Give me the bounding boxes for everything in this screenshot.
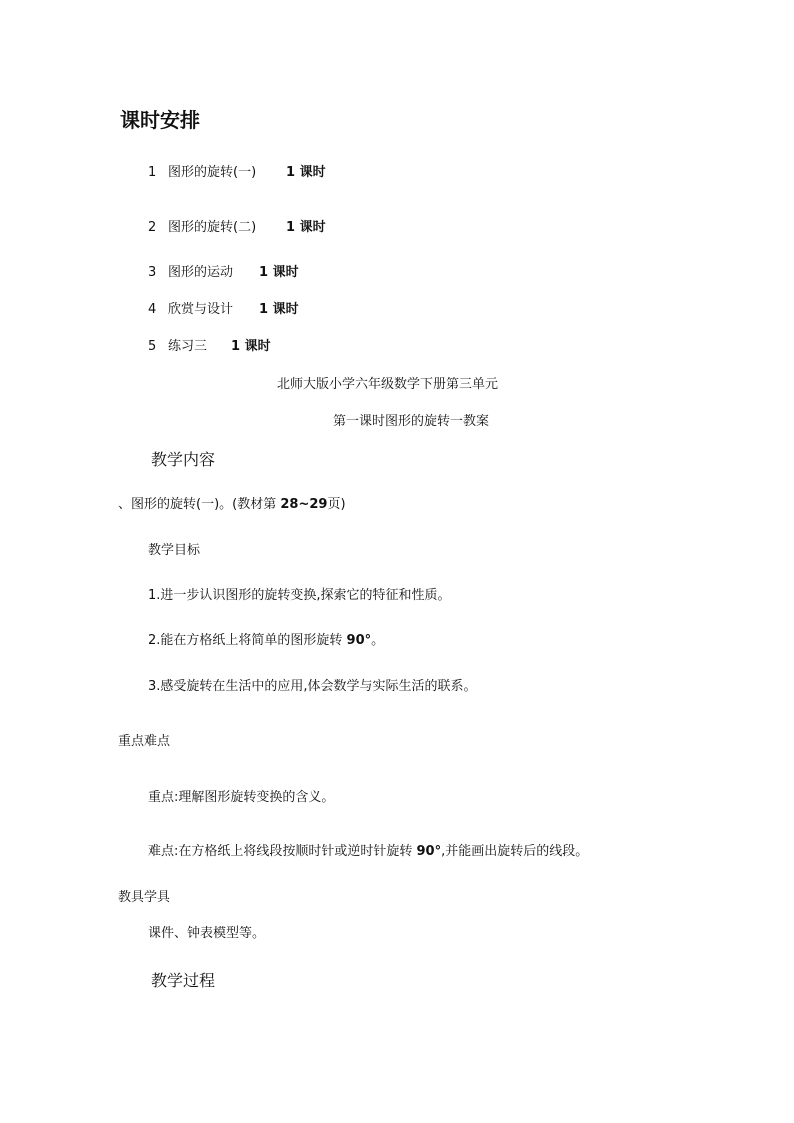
schedule-item-name: 练习三 [168,339,208,354]
objective-item-2-prefix: 2.能在方格纸上将简单的图形旋转 [148,633,347,648]
key-point: 重点:理解图形旋转变换的含义。 [148,790,335,805]
schedule-item-duration: 1 课时 [231,339,271,354]
schedule-item-number: 4 [148,302,157,317]
teaching-content-heading: 教学内容 [151,450,216,469]
schedule-item-number: 3 [148,265,157,280]
difficult-point-value: 90° [416,844,442,859]
key-points-heading: 重点难点 [118,734,171,749]
schedule-item-name: 图形的运动 [168,265,234,280]
schedule-item-duration: 1 课时 [286,165,326,180]
lesson-title: 第一课时图形的旋转一教案 [333,414,490,429]
teaching-content-text [118,496,346,514]
schedule-item-duration: 1 课时 [286,220,326,235]
difficult-point-prefix: 难点:在方格纸上将线段按顺时针或逆时针旋转 [148,844,417,859]
content-text-prefix: 、图形的旋转(一)。(教材第 [118,497,281,512]
schedule-item-3 [148,264,299,282]
schedule-item-1 [148,164,326,182]
objective-item-2-value: 90° [346,633,372,648]
content-text-pages: 28~29 [280,497,328,512]
schedule-item-name: 欣赏与设计 [168,302,234,317]
schedule-item-number: 1 [148,165,157,180]
tools-text: 课件、钟表模型等。 [148,926,266,941]
schedule-title: 课时安排 [120,108,200,132]
schedule-item-duration: 1 课时 [259,302,299,317]
schedule-item-number: 5 [148,339,157,354]
process-heading: 教学过程 [151,971,216,990]
difficult-point [148,843,588,861]
schedule-item-number: 2 [148,220,157,235]
objective-item-3: 3.感受旋转在生活中的应用,体会数学与实际生活的联系。 [148,679,477,694]
schedule-item-2 [148,219,326,237]
schedule-item-5 [148,338,271,356]
schedule-item-4 [148,301,299,319]
content-text-suffix: 页) [327,497,346,512]
tools-heading: 教具学具 [118,890,171,905]
unit-title: 北师大版小学六年级数学下册第三单元 [277,377,499,392]
objective-item-2-suffix: 。 [371,633,385,648]
difficult-point-suffix: ,并能画出旋转后的线段。 [441,844,589,859]
schedule-item-duration: 1 课时 [259,265,299,280]
schedule-item-name: 图形的旋转(一) [168,165,257,180]
objective-item-2 [148,632,384,650]
schedule-item-name: 图形的旋转(二) [168,220,257,235]
objective-item-1: 1.进一步认识图形的旋转变换,探索它的特征和性质。 [148,588,451,603]
objectives-heading: 教学目标 [148,543,201,558]
